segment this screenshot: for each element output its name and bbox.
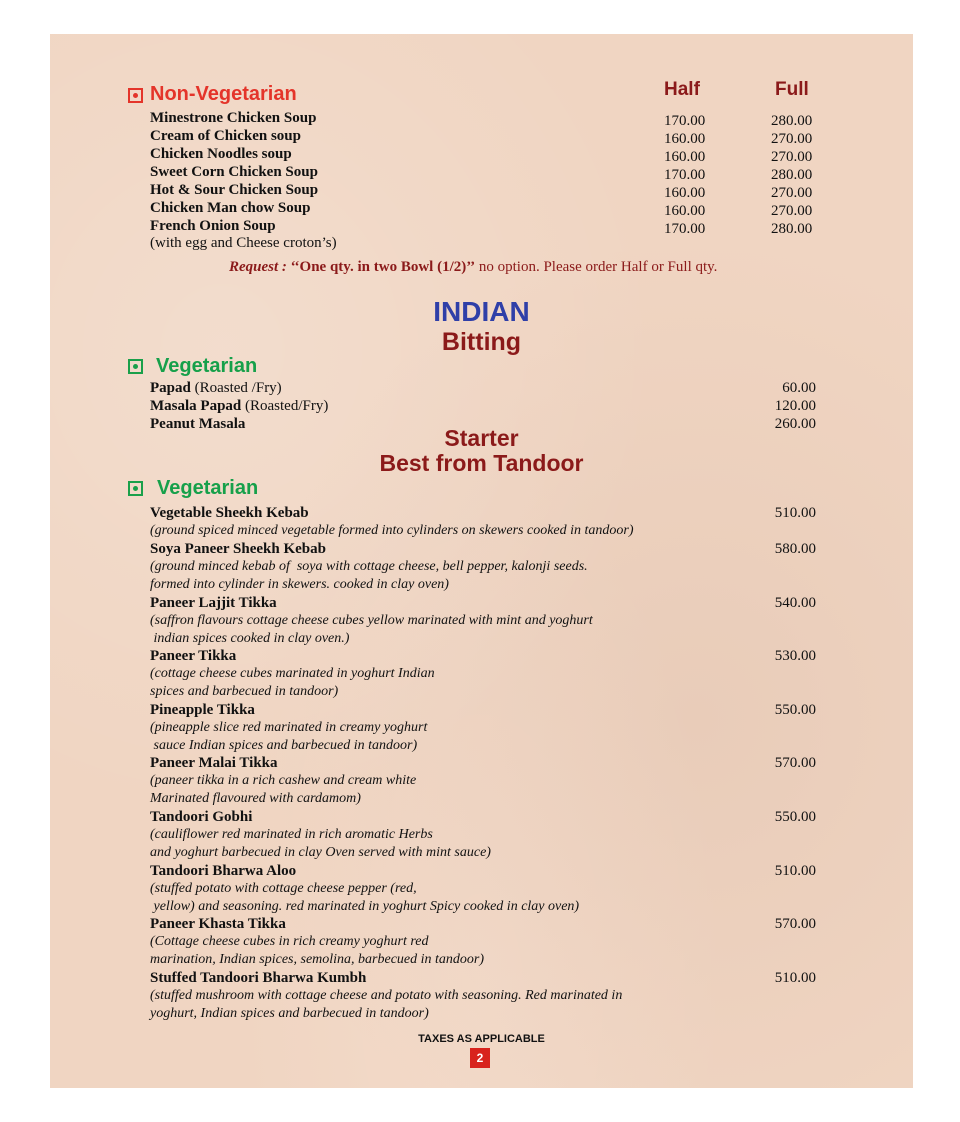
- starter-item-description: spices and barbecued in tandoor): [150, 684, 339, 700]
- starter-item-description: (pineapple slice red marinated in creamy yoghurt: [150, 719, 428, 735]
- starter-item-description: (ground minced kebab of soya with cottage cheese, bell pepper, kalonji seeds.: [150, 559, 588, 574]
- starter-item-description: marination, Indian spices, semolina, barbecued in tandoor): [150, 952, 485, 968]
- page-number-badge: 2: [470, 1048, 490, 1068]
- starter-item-price: 530.00: [774, 648, 816, 665]
- request-bold-text: ‘‘One qty. in two Bowl (1/2)’’: [290, 259, 476, 275]
- starter-item-price: 550.00: [774, 701, 816, 718]
- starter-item-description: (stuffed potato with cottage cheese pepper (red,: [150, 880, 417, 896]
- starter-item-description: (cauliflower red marinated in rich aromatic Herbs: [150, 827, 433, 842]
- soup-item-name: Cream of Chicken soup: [150, 128, 301, 144]
- soup-item-name: French Onion Soup: [150, 218, 276, 234]
- soup-price-half: 160.00: [664, 149, 706, 165]
- bitting-item: [150, 380, 282, 397]
- soup-price-half: 170.00: [664, 221, 706, 237]
- starter-item-name: Vegetable Sheekh Kebab: [150, 505, 309, 521]
- starter-item-name: Paneer Tikka: [150, 648, 237, 665]
- bitting-item-name: Peanut Masala: [150, 416, 246, 432]
- request-rest-text: no option. Please order Half or Full qty.: [475, 259, 718, 275]
- bitting-item-name: Masala Papad: [150, 398, 242, 414]
- starter-item-description: (Cottage cheese cubes in rich creamy yoghurt red: [150, 934, 429, 950]
- soup-price-full: 270.00: [771, 131, 813, 147]
- starter-item-description: (ground spiced minced vegetable formed into cylinders on skewers cooked in tandoor): [150, 523, 634, 538]
- heading-starter: Starter: [444, 425, 519, 451]
- starter-item-name: Stuffed Tandoori Bharwa Kumbh: [150, 969, 367, 986]
- bitting-item-price: 260.00: [774, 416, 816, 432]
- heading-bitting: Bitting: [441, 328, 522, 356]
- starter-item-price: 510.00: [774, 969, 816, 986]
- bitting-item-style: (Roasted/Fry): [241, 398, 329, 414]
- starter-item-description: (paneer tikka in a rich cashew and cream white: [150, 773, 417, 789]
- soup-price-full: 270.00: [771, 149, 813, 165]
- taxes-note: TAXES AS APPLICABLE: [418, 1033, 545, 1045]
- soup-price-half: 170.00: [664, 167, 706, 183]
- starter-item-price: 570.00: [774, 755, 816, 772]
- soup-item-name: Hot & Sour Chicken Soup: [150, 182, 319, 198]
- starter-item-name: Pineapple Tikka: [150, 701, 255, 718]
- bitting-item-name: Papad: [150, 380, 191, 396]
- veg-symbol-icon: [128, 359, 143, 374]
- request-note: [229, 259, 717, 276]
- soup-price-half: 170.00: [664, 113, 706, 129]
- soup-item-name: Sweet Corn Chicken Soup: [150, 164, 318, 180]
- column-header-half: Half: [664, 79, 700, 100]
- starter-item-name: Soya Paneer Sheekh Kebab: [150, 541, 326, 557]
- bitting-item-price: 120.00: [774, 398, 816, 414]
- soup-price-half: 160.00: [664, 203, 706, 219]
- starter-item-name: Paneer Lajjit Tikka: [150, 594, 277, 611]
- starter-item-price: 580.00: [774, 541, 816, 557]
- starter-item-description: indian spices cooked in clay oven.): [150, 630, 350, 646]
- starter-item-description: Marinated flavoured with cardamom): [150, 791, 361, 807]
- heading-best-from-tandoor: Best from Tandoor: [379, 450, 584, 476]
- starter-item-price: 550.00: [774, 809, 816, 825]
- soup-item-name: Minestrone Chicken Soup: [150, 110, 317, 126]
- starter-item-description: and yoghurt barbecued in clay Oven served with mint sauce): [150, 845, 491, 860]
- soup-item-name: Chicken Man chow Soup: [150, 200, 311, 216]
- starter-item-description: sauce Indian spices and barbecued in tandoor): [150, 737, 418, 753]
- soup-price-half: 160.00: [664, 185, 706, 201]
- starter-item-description: yoghurt, Indian spices and barbecued in tandoor): [150, 1005, 429, 1021]
- column-header-full: Full: [775, 79, 809, 100]
- soup-price-full: 280.00: [771, 167, 813, 183]
- section-title-non-veg: Non-Vegetarian: [150, 83, 297, 105]
- menu-page: [50, 34, 913, 1088]
- starter-item-price: 510.00: [774, 862, 816, 879]
- starter-item-name: Paneer Malai Tikka: [150, 755, 278, 772]
- veg-symbol-icon: [128, 481, 143, 496]
- starter-item-price: 570.00: [774, 916, 816, 933]
- section-title-veg-starter: Vegetarian: [157, 477, 259, 499]
- non-veg-symbol-icon: [128, 88, 143, 103]
- starter-item-description: formed into cylinder in skewers. cooked in clay oven): [150, 577, 449, 592]
- section-title-veg-bitting: Vegetarian: [156, 355, 258, 377]
- soup-price-half: 160.00: [664, 131, 706, 147]
- bitting-item-style: (Roasted /Fry): [190, 380, 282, 396]
- starter-item-description: (saffron flavours cottage cheese cubes yellow marinated with mint and yoghurt: [150, 612, 593, 628]
- starter-item-description: (stuffed mushroom with cottage cheese and potato with seasoning. Red marinated in: [150, 987, 623, 1003]
- soup-price-full: 270.00: [771, 203, 813, 219]
- starter-item-description: (cottage cheese cubes marinated in yoghurt Indian: [150, 666, 435, 682]
- bitting-item-price: 60.00: [782, 380, 816, 396]
- heading-indian: INDIAN: [433, 296, 530, 327]
- item-sub-note: (with egg and Cheese croton’s): [150, 235, 337, 251]
- starter-item-description: yellow) and seasoning. red marinated in yoghurt Spicy cooked in clay oven): [150, 898, 580, 914]
- soup-price-full: 280.00: [771, 221, 813, 237]
- starter-item-name: Paneer Khasta Tikka: [150, 916, 286, 933]
- starter-item-name: Tandoori Bharwa Aloo: [150, 862, 297, 879]
- starter-item-price: 510.00: [774, 505, 816, 521]
- starter-item-price: 540.00: [774, 594, 816, 611]
- soup-price-full: 280.00: [771, 113, 813, 129]
- soup-price-full: 270.00: [771, 185, 813, 201]
- starter-item-name: Tandoori Gobhi: [150, 809, 253, 825]
- bitting-item: [150, 398, 328, 415]
- request-label: Request :: [229, 259, 287, 275]
- soup-item-name: Chicken Noodles soup: [150, 146, 292, 162]
